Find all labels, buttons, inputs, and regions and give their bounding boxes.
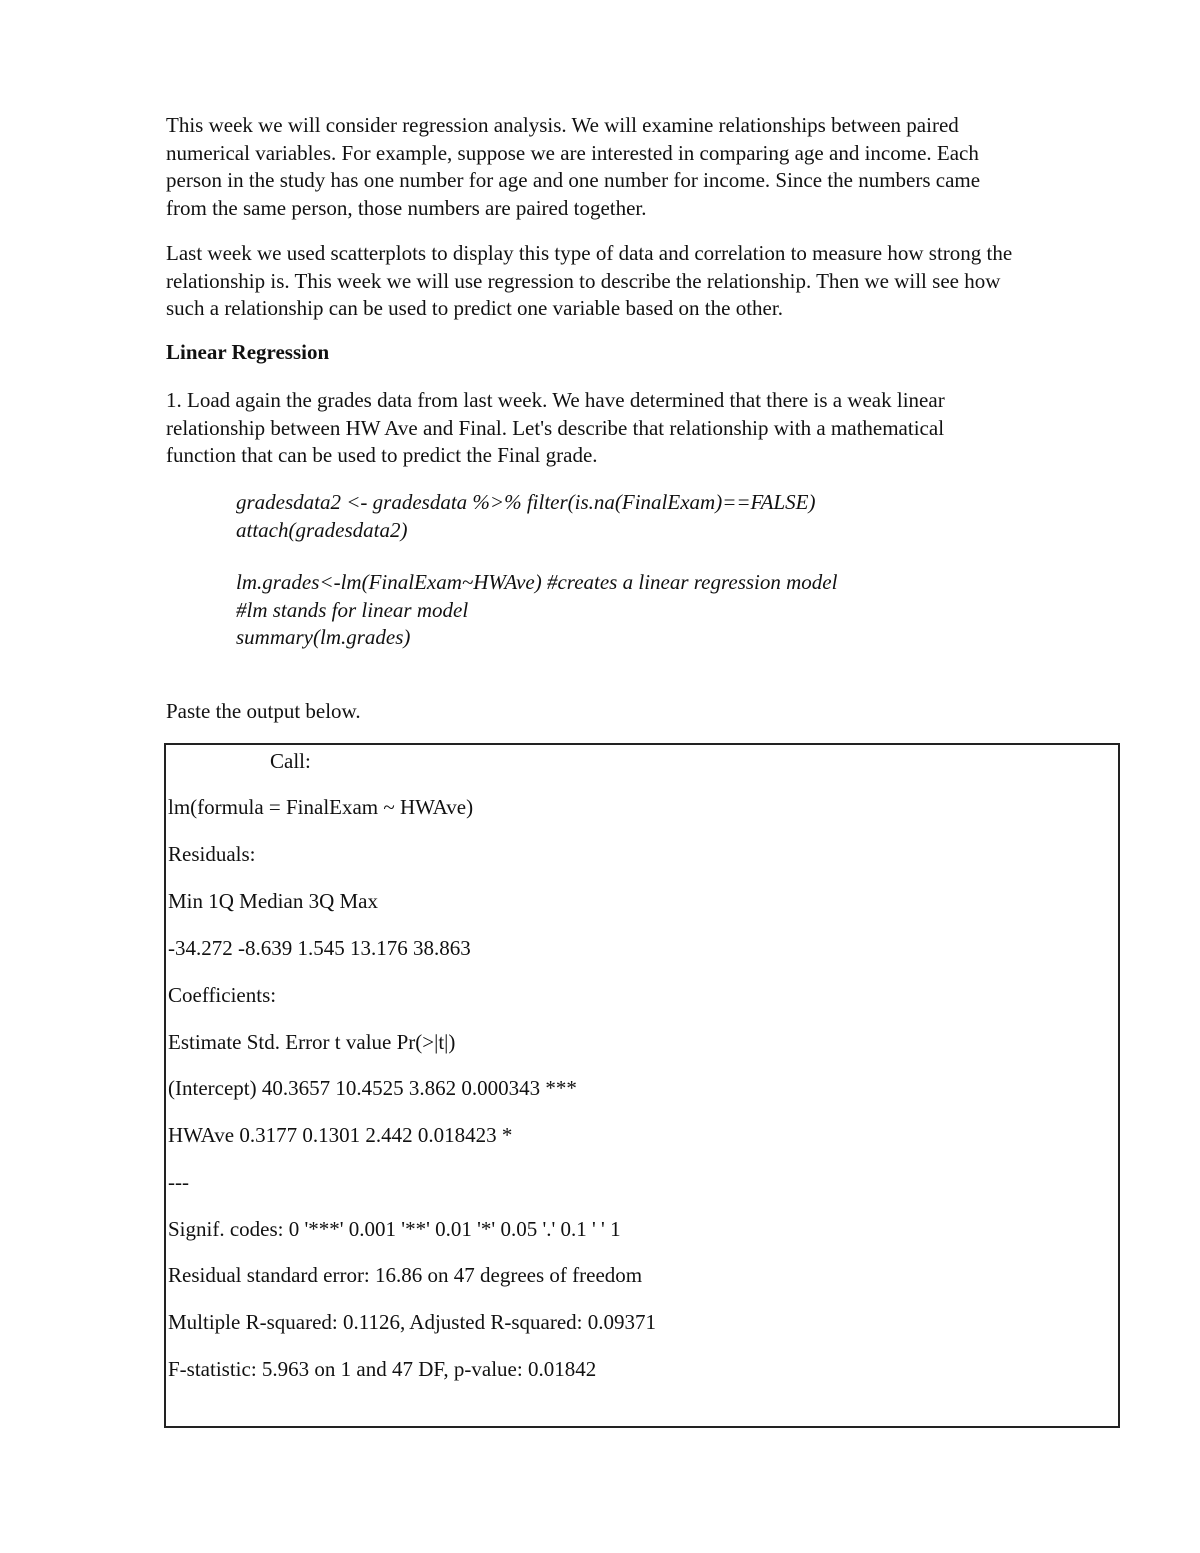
- step-one-paragraph: [166, 387, 1126, 470]
- step-one-line: function that can be used to predict the Final grade.: [166, 443, 598, 467]
- code-line: gradesdata2 <- gradesdata %>% filter(is.na(FinalExam)==FALSE): [236, 490, 816, 514]
- step-one-line: relationship between HW Ave and Final. Let's describe that relationship with a mathematical: [166, 415, 945, 440]
- output-residuals-label: Residuals:: [168, 842, 256, 866]
- output-signif-codes: Signif. codes: 0 '***' 0.001 '**' 0.01 '*' 0.05 '.' 0.1 ' ' 1: [168, 1217, 621, 1241]
- code-line: #lm stands for linear model: [236, 597, 469, 622]
- output-call-label: Call:: [270, 749, 311, 773]
- output-hwave-row: HWAve 0.3177 0.1301 2.442 0.018423 *: [168, 1123, 513, 1147]
- paste-instruction: Paste the output below.: [166, 699, 361, 723]
- step-one-line: 1. Load again the grades data from last week. We have determined that there is a weak linear: [166, 388, 945, 412]
- output-residuals-values: -34.272 -8.639 1.545 13.176 38.863: [168, 936, 471, 960]
- output-residual-std-error: Residual standard error: 16.86 on 47 degrees of freedom: [168, 1263, 643, 1287]
- scatterplot-paragraph: [166, 240, 1126, 323]
- intro-line: This week we will consider regression analysis. We will examine relationships between paired: [166, 113, 959, 137]
- intro-line: numerical variables. For example, suppose we are interested in comparing age and income. Each: [166, 140, 979, 165]
- scatterplot-line: relationship is. This week we will use regression to describe the relationship. Then we will see how: [166, 268, 1001, 293]
- output-coefficients-label: Coefficients:: [168, 983, 277, 1007]
- scatterplot-line: such a relationship can be used to predict one variable based on the other.: [166, 296, 783, 320]
- output-separator: ---: [168, 1170, 189, 1194]
- output-formula: lm(formula = FinalExam ~ HWAve): [168, 795, 474, 819]
- code-block-filter: [236, 489, 816, 544]
- code-line: attach(gradesdata2): [236, 517, 408, 542]
- code-line: lm.grades<-lm(FinalExam~HWAve) #creates a linear regression model: [236, 570, 838, 594]
- intro-paragraph: [166, 112, 1126, 222]
- output-box[interactable]: [164, 743, 1120, 1428]
- output-intercept-row: (Intercept) 40.3657 10.4525 3.862 0.000343 ***: [168, 1076, 577, 1100]
- output-residuals-header: Min 1Q Median 3Q Max: [168, 889, 378, 913]
- intro-line: from the same person, those numbers are paired together.: [166, 195, 647, 220]
- output-r-squared: Multiple R-squared: 0.1126, Adjusted R-squared: 0.09371: [168, 1310, 657, 1334]
- output-coefficients-header: Estimate Std. Error t value Pr(>|t|): [168, 1030, 456, 1054]
- intro-line: person in the study has one number for age and one number for income. Since the numbers came: [166, 168, 981, 192]
- code-line: summary(lm.grades): [236, 625, 411, 649]
- code-block-model: [236, 569, 837, 652]
- section-heading: Linear Regression: [166, 340, 330, 364]
- scatterplot-line: Last week we used scatterplots to display this type of data and correlation to measure how strong the: [166, 241, 1013, 265]
- output-f-statistic: F-statistic: 5.963 on 1 and 47 DF, p-value: 0.01842: [168, 1357, 597, 1381]
